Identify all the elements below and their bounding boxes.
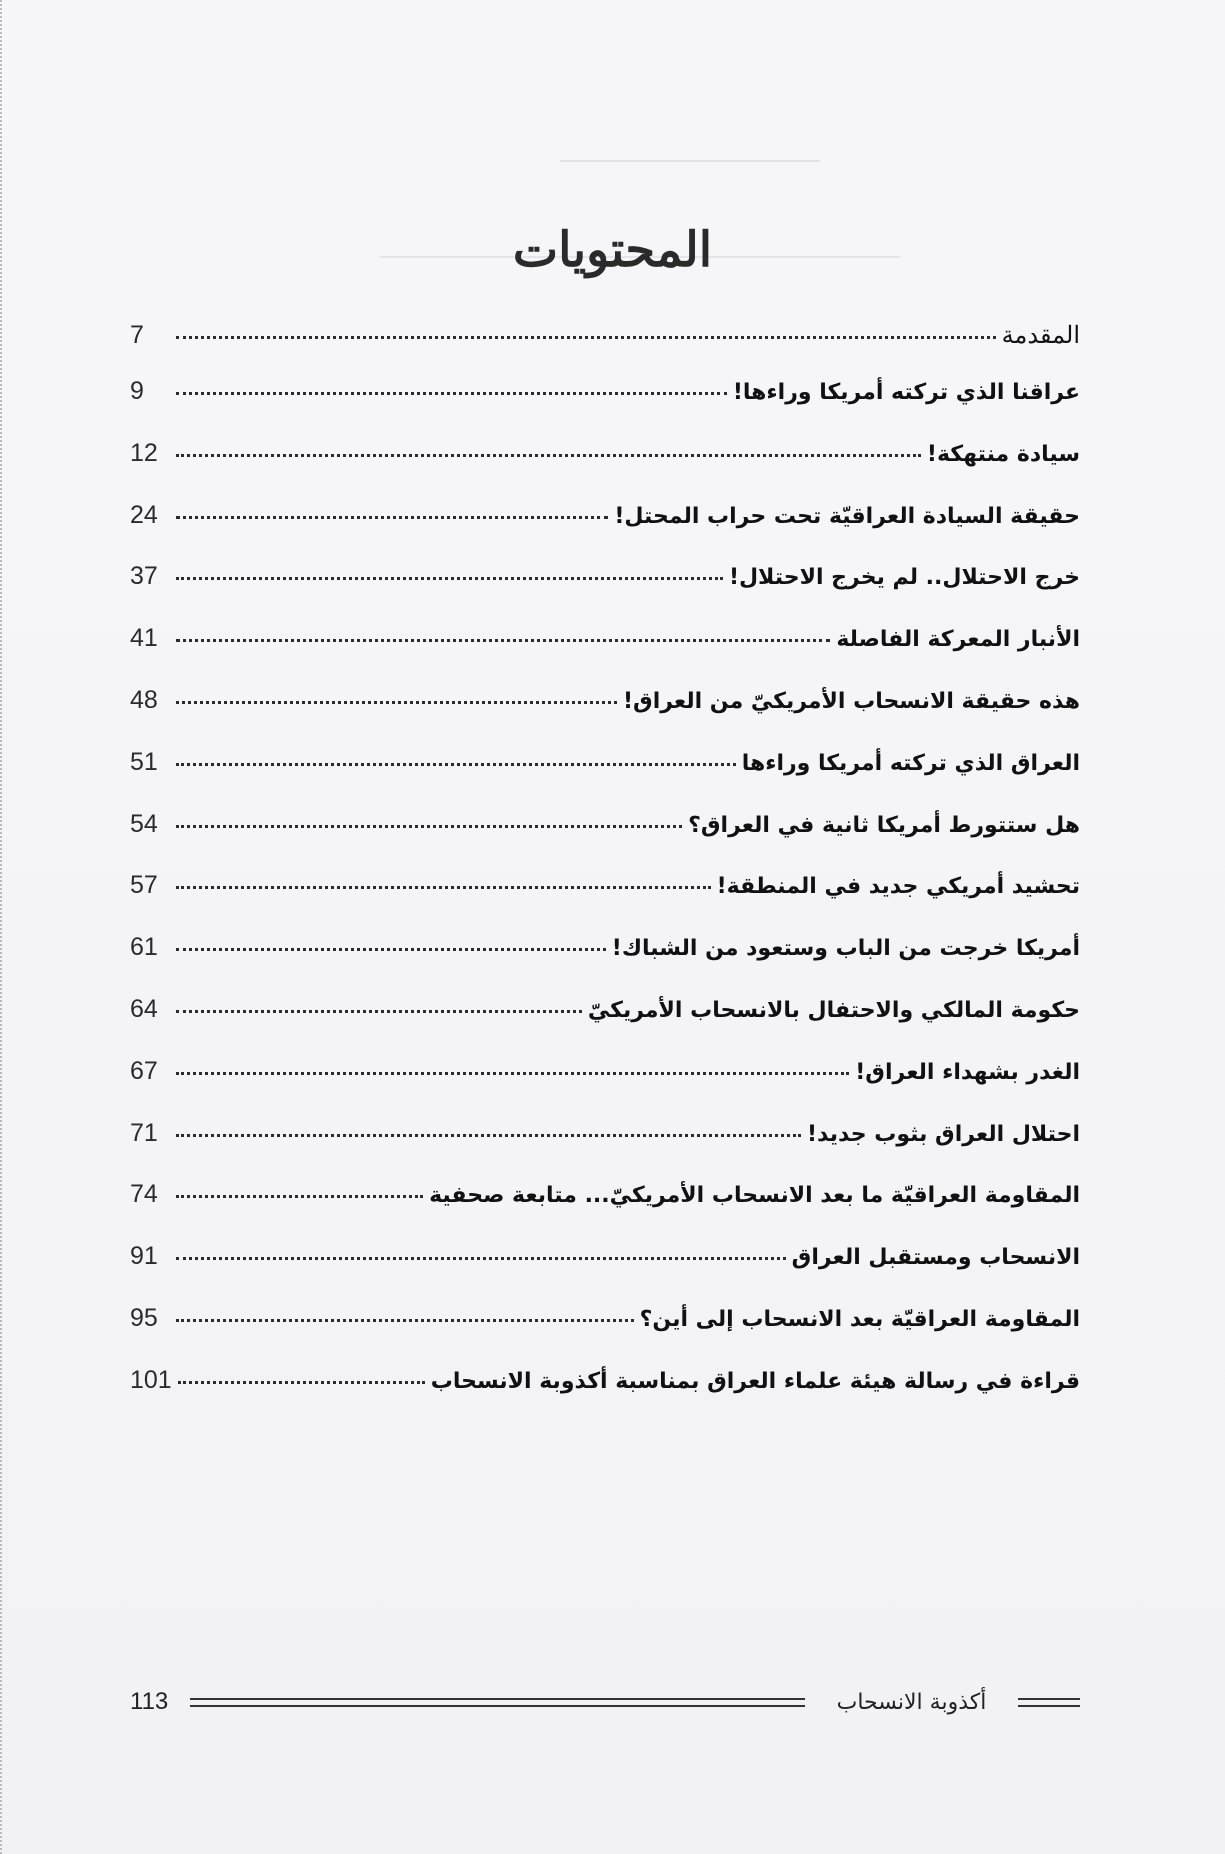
toc-entry-title: الأنبار المعركة الفاصلة xyxy=(836,627,1080,653)
dot-leader xyxy=(176,763,736,766)
dot-leader xyxy=(178,1381,425,1384)
toc-entry-title: قراءة في رسالة هيئة علماء العراق بمناسبة أكذوبة الانسحاب xyxy=(430,1368,1080,1394)
toc-entry xyxy=(130,932,1080,994)
toc-entry-title: هل ستتورط أمريكا ثانية في العراق؟ xyxy=(688,812,1080,838)
toc-entry xyxy=(130,561,1080,623)
toc-entry xyxy=(130,1303,1080,1365)
toc-entry-page: 41 xyxy=(130,624,158,653)
toc-entry-title: العراق الذي تركته أمريكا وراءها xyxy=(741,750,1080,776)
toc-entry-page: 54 xyxy=(130,809,158,838)
toc-entry-page: 48 xyxy=(130,685,158,714)
dot-leader xyxy=(176,948,606,951)
toc-entry-title: عراقنا الذي تركته أمريكا وراءها! xyxy=(732,380,1080,405)
dot-leader xyxy=(176,1195,423,1198)
toc-entry xyxy=(130,809,1080,871)
toc-entry xyxy=(130,870,1080,932)
toc-entry xyxy=(130,438,1080,500)
toc-entry-page: 7 xyxy=(130,321,144,349)
toc-entry-page: 51 xyxy=(130,747,158,776)
toc-entry-page: 95 xyxy=(130,1303,158,1332)
toc-entry-title: الانسحاب ومستقبل العراق xyxy=(791,1245,1080,1271)
dot-leader xyxy=(176,516,608,519)
toc-entry-title: حكومة المالكي والاحتفال بالانسحاب الأمريكيّ xyxy=(587,997,1080,1023)
toc-entry xyxy=(130,1056,1080,1118)
toc-entry-title: سيادة منتهكة! xyxy=(926,441,1080,467)
toc-entry-title: المقدمة xyxy=(1001,321,1080,349)
toc-entry-title: حقيقة السيادة العراقيّة تحت حراب المحتل! xyxy=(614,503,1080,529)
toc-entry-page: 12 xyxy=(130,438,158,467)
toc-entry-page: 9 xyxy=(130,377,144,405)
toc-entry xyxy=(130,994,1080,1056)
dot-leader xyxy=(176,1010,582,1013)
toc-entry-title: المقاومة العراقيّة ما بعد الانسحاب الأمريكيّ... متابعة صحفية xyxy=(429,1183,1080,1209)
dot-leader xyxy=(176,639,830,642)
toc-entry xyxy=(130,623,1080,685)
toc-entry-page: 101 xyxy=(130,1365,172,1394)
toc-entry-title: المقاومة العراقيّة بعد الانسحاب إلى أين؟ xyxy=(639,1306,1080,1332)
dot-leader xyxy=(176,1072,849,1075)
toc-entry xyxy=(130,1179,1080,1241)
dot-leader xyxy=(176,454,921,457)
page-title: المحتويات xyxy=(512,222,713,279)
toc-entry-page: 57 xyxy=(130,871,158,900)
dot-leader xyxy=(176,701,617,704)
toc-entry-page: 67 xyxy=(130,1056,158,1085)
table-of-contents xyxy=(130,320,1080,1427)
toc-entry-page: 61 xyxy=(130,933,158,962)
toc-entry xyxy=(130,1241,1080,1303)
toc-entry xyxy=(130,1365,1080,1427)
toc-entry xyxy=(130,376,1080,438)
dot-leader xyxy=(176,392,727,395)
toc-entry-title: هذه حقيقة الانسحاب الأمريكيّ من العراق! xyxy=(623,688,1080,714)
toc-entry-page: 71 xyxy=(130,1118,158,1147)
dot-leader xyxy=(176,1257,786,1260)
dot-leader xyxy=(176,336,996,339)
dot-leader xyxy=(176,1134,801,1137)
footer-rule xyxy=(190,1698,805,1707)
toc-entry xyxy=(130,500,1080,562)
toc-entry-page: 24 xyxy=(130,500,158,529)
dot-leader xyxy=(176,1319,634,1322)
toc-entry-title: خرج الاحتلال.. لم يخرج الاحتلال! xyxy=(728,565,1080,591)
toc-entry-page: 91 xyxy=(130,1242,158,1271)
dot-leader xyxy=(176,825,682,828)
dot-leader xyxy=(176,886,711,889)
toc-entry-title: احتلال العراق بثوب جديد! xyxy=(807,1121,1080,1147)
toc-entry-title: أمريكا خرجت من الباب وستعود من الشباك! xyxy=(611,936,1080,962)
dot-leader xyxy=(176,577,723,580)
show-through-mark xyxy=(560,140,820,162)
toc-entry-title: تحشيد أمريكي جديد في المنطقة! xyxy=(716,874,1080,900)
toc-entry-page: 74 xyxy=(130,1180,158,1209)
footer-rule xyxy=(1018,1698,1080,1707)
toc-entry xyxy=(130,320,1080,376)
toc-entry xyxy=(130,685,1080,747)
footer-page-number: 113 xyxy=(130,1688,169,1715)
toc-entry-page: 64 xyxy=(130,994,158,1023)
footer-book-title: أكذوبة الانسحاب xyxy=(836,1689,987,1715)
page-footer xyxy=(130,1682,1080,1722)
toc-entry-title: الغدر بشهداء العراق! xyxy=(855,1059,1080,1085)
toc-entry xyxy=(130,747,1080,809)
toc-entry-page: 37 xyxy=(130,562,158,591)
toc-entry xyxy=(130,1118,1080,1180)
